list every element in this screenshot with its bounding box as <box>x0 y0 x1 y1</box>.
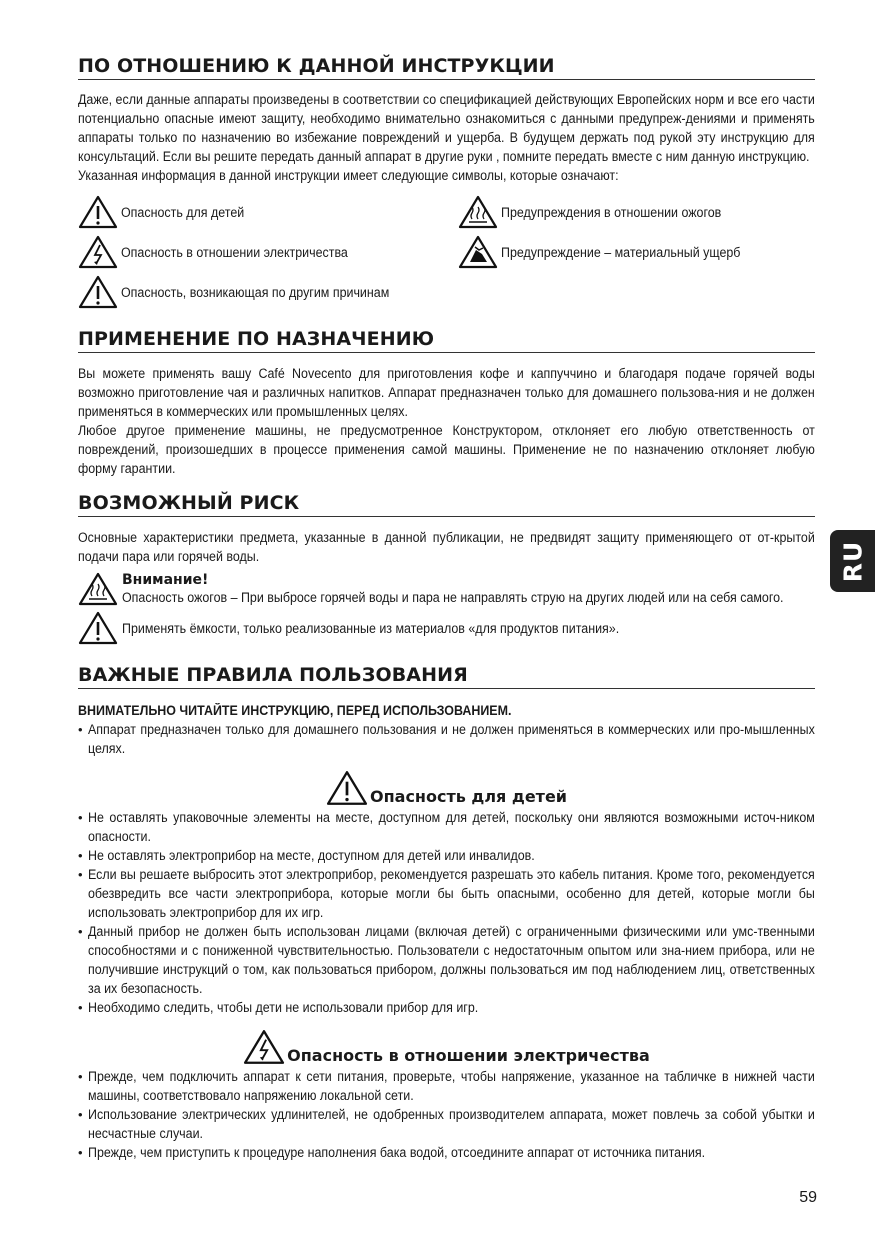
usage-paragraph-2: Любое другое применение машины, не предусмотренное Конструктором, отклоняет его любую ответственность от повреждений, произошедших в процессе применения самой машины. Применение не по назначению отклоняет любую форму гарантии. <box>78 423 815 476</box>
list-item: • Не оставлять электроприбор на месте, доступном для детей или инвалидов. <box>78 846 815 865</box>
symbols-legend <box>78 195 815 313</box>
warning-exclamation-icon <box>326 770 368 806</box>
symbol-material-label: Предупреждение – материальный ущерб <box>501 244 741 260</box>
note-text: Применять ёмкости, только реализованные из материалов «для продуктов питания». <box>122 620 620 636</box>
section-title-risk: ВОЗМОЖНЫЙ РИСК <box>78 491 815 517</box>
symbol-children <box>78 195 254 229</box>
symbol-children-label: Опасность для детей <box>121 204 245 220</box>
electric-hazard-icon <box>78 235 118 269</box>
electric-danger-list <box>78 1067 815 1162</box>
list-item: • Прежде, чем подключить аппарат к сети питания, проверьте, чтобы напряжение, указанное на табличке в нижней части машины, соответствовало напряжению локальной сети. <box>78 1067 815 1105</box>
section-title-about: ПО ОТНОШЕНИЮ К ДАННОЙ ИНСТРУКЦИИ <box>78 54 815 80</box>
electric-danger-title: Опасность в отношении электричества <box>287 1046 650 1065</box>
burn-warning-block <box>78 572 815 607</box>
list-item: • Прежде, чем приступить к процедуре наполнения бака водой, отсоедините аппарат от источника питания. <box>78 1143 815 1162</box>
list-item: • Не оставлять упаковочные элементы на месте, доступном для детей, поскольку они являются возможными источ-ником опасности. <box>78 808 815 846</box>
section-title-rules: ВАЖНЫЕ ПРАВИЛА ПОЛЬЗОВАНИЯ <box>78 663 815 689</box>
warning-exclamation-icon <box>78 275 118 309</box>
warning-text: Опасность ожогов – При выбросе горячей воды и пара не направлять струю на других людей или на себя самого. <box>122 590 784 605</box>
symbol-material <box>458 235 758 269</box>
list-item: • Данный прибор не должен быть использован лицами (включая детей) с ограниченными физическими или умс-твенными способностями и с пониженной чувствительностью. Пользователи с недостаточным опытом или зна-нием прибора, или не получившие инструкций о том, как пользоваться прибором, должны пользоваться им под наблюдением лиц, ответственных за их безопасность. <box>78 922 815 998</box>
symbol-electric-label: Опасность в отношении электричества <box>121 244 348 260</box>
symbol-electric <box>78 235 365 269</box>
language-tab <box>830 530 875 592</box>
symbol-other-label: Опасность, возникающая по другим причинам <box>121 284 390 300</box>
warning-exclamation-icon <box>78 195 118 229</box>
rules-intro-bold: ВНИМАТЕЛЬНО ЧИТАЙТЕ ИНСТРУКЦИЮ, ПЕРЕД ИСПОЛЬЗОВАНИЕМ. <box>78 703 512 718</box>
language-tab-label: RU <box>838 540 867 582</box>
material-damage-icon <box>458 235 498 269</box>
symbols-intro: Указанная информация в данной инструкции имеет следующие символы, которые означают: <box>78 168 619 183</box>
list-item: • Использование электрических удлинителей, не одобренных производителем аппарата, может повлечь за собой убытки и несчастные случаи. <box>78 1105 815 1143</box>
about-paragraph: Даже, если данные аппараты произведены в соответствии со спецификацией действующих Европейских норм и все его части потенциально опасные имеют защиту, необходимо внимательно ознакомиться с данными предупреж-дениями и применять аппараты только по назначению во избежание повреждений и ущерба. В будущем держать под рукой эту инструкцию для консультаций. Если вы решите передать данный аппарат в другие руки , помните передать вместе с ним данную инструкцию. <box>78 92 815 164</box>
warning-title: Внимание! <box>122 572 209 588</box>
list-item: • Если вы решаете выбросить этот электроприбор, рекомендуется разрешать это кабель питания. Кроме того, рекомендуется обезвредить все части электроприбора, которые могли бы быть опасными, особенно для детей, которые могли бы использовать электроприбор для их игр. <box>78 865 815 922</box>
children-danger-heading <box>78 770 815 806</box>
warning-exclamation-icon <box>78 611 118 645</box>
hot-surface-icon <box>78 572 118 606</box>
electric-danger-heading <box>78 1029 815 1065</box>
electric-hazard-icon <box>243 1029 285 1065</box>
page-number: 59 <box>799 1189 817 1206</box>
risk-paragraph: Основные характеристики предмета, указанные в данной публикации, не предвидят защиту применяющего от от-крытой подачи пара или горячей воды. <box>78 530 815 564</box>
list-item: • Необходимо следить, чтобы дети не использовали прибор для игр. <box>78 998 815 1017</box>
food-material-note <box>78 611 815 645</box>
hot-surface-icon <box>458 195 498 229</box>
children-danger-list <box>78 808 815 1017</box>
symbol-burns <box>458 195 738 229</box>
list-item: • Аппарат предназначен только для домашнего пользования и не должен применяться в коммерческих или про-мышленных целях. <box>78 720 815 758</box>
symbol-other <box>78 275 409 309</box>
section-title-usage: ПРИМЕНЕНИЕ ПО НАЗНАЧЕНИЮ <box>78 327 815 353</box>
symbol-burns-label: Предупреждения в отношении ожогов <box>501 204 722 220</box>
usage-paragraph-1: Вы можете применять вашу Café Novecento для приготовления кофе и каппуччино и благодаря подаче горячей воды возможно приготовление чая и различных напитков. Аппарат предназначен только для домашнего пользова-ния и не должен применяться в коммерческих или промышленных целях. <box>78 366 815 419</box>
rules-intro-list <box>78 720 815 758</box>
page-content <box>78 54 815 1162</box>
children-danger-title: Опасность для детей <box>369 787 568 806</box>
